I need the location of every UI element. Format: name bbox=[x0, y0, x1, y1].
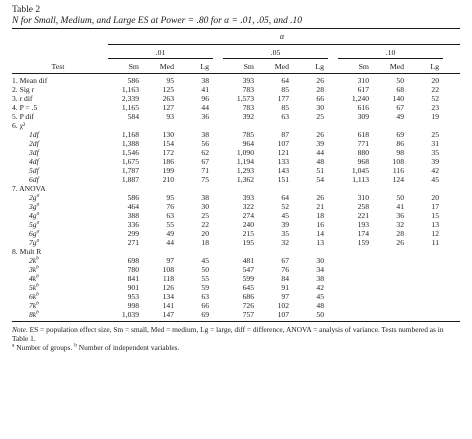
cell-sm-05: 1,194 bbox=[236, 157, 254, 166]
row-label: 1df bbox=[29, 130, 39, 139]
cell-lg-10: 15 bbox=[431, 211, 439, 220]
cell-med-01: 93 bbox=[166, 112, 174, 121]
cell-sm-10: 159 bbox=[357, 238, 369, 247]
cell-med-01: 55 bbox=[166, 220, 174, 229]
cell-med-01: 147 bbox=[162, 310, 174, 319]
cell-sm-10: 193 bbox=[357, 220, 369, 229]
cell-lg-01: 38 bbox=[201, 130, 209, 139]
cell-sm-10: 1,240 bbox=[351, 94, 369, 103]
row-label: $5k^b$ bbox=[29, 282, 39, 292]
cell-med-05: 85 bbox=[281, 85, 289, 94]
cell-med-05: 35 bbox=[281, 229, 289, 238]
cell-lg-05: 26 bbox=[316, 130, 324, 139]
cell-med-10: 140 bbox=[392, 94, 404, 103]
cell-sm-05: 1,293 bbox=[236, 166, 254, 175]
cell-med-01: 154 bbox=[162, 139, 174, 148]
cell-sm-05: 322 bbox=[242, 202, 254, 211]
cell-lg-05: 38 bbox=[316, 274, 324, 283]
note-lead: Note. bbox=[12, 325, 28, 334]
table-row bbox=[12, 94, 460, 103]
cell-sm-10: 618 bbox=[357, 130, 369, 139]
cell-med-01: 126 bbox=[162, 283, 174, 292]
cell-med-05: 107 bbox=[277, 139, 289, 148]
row-label: $2g^a$ bbox=[29, 192, 40, 202]
col-lg-01: Lg bbox=[200, 62, 209, 71]
cell-lg-01: 50 bbox=[201, 265, 209, 274]
cell-lg-05: 16 bbox=[316, 220, 324, 229]
cell-sm-05: 1,362 bbox=[236, 175, 254, 184]
cell-med-01: 95 bbox=[166, 76, 174, 85]
cell-sm-05: 240 bbox=[242, 220, 254, 229]
col-lg-10: Lg bbox=[430, 62, 439, 71]
cell-lg-05: 45 bbox=[316, 292, 324, 301]
cell-sm-05: 274 bbox=[242, 211, 254, 220]
cell-lg-10: 42 bbox=[431, 166, 439, 175]
col-med-05: Med bbox=[274, 62, 289, 71]
cell-lg-01: 59 bbox=[201, 283, 209, 292]
cell-med-10: 32 bbox=[396, 220, 404, 229]
cell-med-10: 68 bbox=[396, 85, 404, 94]
cell-med-05: 45 bbox=[281, 211, 289, 220]
cell-lg-10: 23 bbox=[431, 103, 439, 112]
cell-med-05: 151 bbox=[277, 175, 289, 184]
cell-sm-10: 771 bbox=[357, 139, 369, 148]
cell-med-05: 64 bbox=[281, 193, 289, 202]
table-row bbox=[12, 130, 460, 139]
cell-med-01: 125 bbox=[162, 85, 174, 94]
cell-med-10: 86 bbox=[396, 139, 404, 148]
col-sm-01: Sm bbox=[128, 62, 139, 71]
cell-med-01: 127 bbox=[162, 103, 174, 112]
cell-sm-01: 1,388 bbox=[121, 139, 139, 148]
cell-sm-05: 783 bbox=[242, 103, 254, 112]
table-row bbox=[12, 148, 460, 157]
cell-sm-05: 481 bbox=[242, 256, 254, 265]
cell-sm-01: 698 bbox=[127, 256, 139, 265]
footnote-b: Number of independent variables. bbox=[76, 343, 180, 352]
cell-sm-10: 880 bbox=[357, 148, 369, 157]
cell-med-05: 121 bbox=[277, 148, 289, 157]
cell-sm-01: 998 bbox=[127, 301, 139, 310]
note-text: ES = population effect size, Sm = small, Med = medium, Lg = large, diff = difference, ANOVA = analysis of variance. Tests numbered as in Table 1. bbox=[12, 325, 444, 343]
cell-lg-10: 35 bbox=[431, 148, 439, 157]
cell-lg-10: 45 bbox=[431, 175, 439, 184]
cell-lg-10: 17 bbox=[431, 202, 439, 211]
cell-med-05: 85 bbox=[281, 103, 289, 112]
cell-med-10: 36 bbox=[396, 211, 404, 220]
cell-sm-01: 1,165 bbox=[121, 103, 139, 112]
cell-sm-05: 547 bbox=[242, 265, 254, 274]
cell-med-01: 97 bbox=[166, 256, 174, 265]
cell-sm-10: 616 bbox=[357, 103, 369, 112]
cell-lg-05: 13 bbox=[316, 238, 324, 247]
col-lg-05: Lg bbox=[315, 62, 324, 71]
cell-med-10: 41 bbox=[396, 202, 404, 211]
cell-lg-10: 20 bbox=[431, 76, 439, 85]
cell-lg-01: 38 bbox=[201, 193, 209, 202]
cell-lg-10: 11 bbox=[431, 238, 439, 247]
cell-lg-05: 18 bbox=[316, 211, 324, 220]
row-label: 5. P dif bbox=[12, 112, 34, 121]
cell-med-10: 49 bbox=[396, 112, 404, 121]
cell-med-10: 124 bbox=[392, 175, 404, 184]
cell-sm-05: 393 bbox=[242, 76, 254, 85]
cell-sm-05: 1,090 bbox=[236, 148, 254, 157]
alpha-level-row bbox=[12, 45, 460, 59]
footnote-a: Number of groups. bbox=[14, 343, 73, 352]
row-label: 3. r dif bbox=[12, 94, 33, 103]
table-row bbox=[12, 103, 460, 112]
alpha-level-10: .10 bbox=[338, 48, 443, 59]
cell-med-05: 64 bbox=[281, 76, 289, 85]
cell-lg-01: 71 bbox=[201, 166, 209, 175]
table-row bbox=[12, 139, 460, 148]
cell-sm-05: 195 bbox=[242, 238, 254, 247]
test-column-header: Test bbox=[51, 62, 65, 71]
cell-sm-01: 586 bbox=[127, 76, 139, 85]
cell-med-01: 76 bbox=[166, 202, 174, 211]
cell-sm-10: 1,113 bbox=[352, 175, 369, 184]
cell-sm-10: 309 bbox=[357, 112, 369, 121]
footnote-b-mark: b bbox=[74, 342, 77, 349]
cell-lg-05: 30 bbox=[316, 256, 324, 265]
cell-lg-05: 50 bbox=[316, 310, 324, 319]
cell-lg-05: 54 bbox=[316, 175, 324, 184]
cell-med-01: 49 bbox=[166, 229, 174, 238]
cell-med-01: 263 bbox=[162, 94, 174, 103]
cell-med-05: 102 bbox=[277, 301, 289, 310]
cell-lg-05: 48 bbox=[316, 301, 324, 310]
table-note bbox=[12, 325, 460, 352]
table-row bbox=[12, 184, 460, 193]
cell-sm-05: 1,573 bbox=[236, 94, 254, 103]
row-label: $4k^b$ bbox=[29, 273, 39, 283]
cell-med-10: 28 bbox=[396, 229, 404, 238]
cell-lg-10: 52 bbox=[431, 94, 439, 103]
cell-sm-05: 645 bbox=[242, 283, 254, 292]
row-label: 1. Mean dif bbox=[12, 76, 48, 85]
cell-lg-05: 25 bbox=[316, 112, 324, 121]
cell-lg-01: 69 bbox=[201, 310, 209, 319]
cell-sm-10: 174 bbox=[357, 229, 369, 238]
cell-sm-01: 1,887 bbox=[121, 175, 139, 184]
cell-sm-01: 1,168 bbox=[121, 130, 139, 139]
cell-sm-01: 336 bbox=[127, 220, 139, 229]
cell-med-01: 210 bbox=[162, 175, 174, 184]
cell-sm-01: 1,039 bbox=[121, 310, 139, 319]
table-row bbox=[12, 202, 460, 211]
cell-lg-01: 18 bbox=[201, 238, 209, 247]
cell-med-10: 67 bbox=[396, 103, 404, 112]
row-label: 4df bbox=[29, 157, 39, 166]
alpha-level-05: .05 bbox=[223, 48, 328, 59]
cell-med-01: 134 bbox=[162, 292, 174, 301]
cell-lg-05: 14 bbox=[316, 229, 324, 238]
cell-sm-05: 785 bbox=[242, 130, 254, 139]
cell-lg-10: 19 bbox=[431, 112, 439, 121]
cell-sm-01: 780 bbox=[127, 265, 139, 274]
cell-lg-01: 30 bbox=[201, 202, 209, 211]
cell-lg-01: 20 bbox=[201, 229, 209, 238]
cell-sm-01: 271 bbox=[127, 238, 139, 247]
cell-med-10: 50 bbox=[396, 76, 404, 85]
col-sm-05: Sm bbox=[243, 62, 254, 71]
cell-sm-05: 686 bbox=[242, 292, 254, 301]
cell-sm-01: 464 bbox=[127, 202, 139, 211]
cell-med-05: 91 bbox=[281, 283, 289, 292]
cell-med-01: 108 bbox=[162, 265, 174, 274]
row-label: $2k^b$ bbox=[29, 255, 39, 265]
cell-lg-01: 75 bbox=[201, 175, 209, 184]
cell-sm-01: 953 bbox=[127, 292, 139, 301]
cell-sm-01: 584 bbox=[127, 112, 139, 121]
cell-med-01: 95 bbox=[166, 193, 174, 202]
table-row bbox=[12, 193, 460, 202]
cell-lg-05: 26 bbox=[316, 193, 324, 202]
cell-lg-05: 44 bbox=[316, 148, 324, 157]
cell-med-05: 63 bbox=[281, 112, 289, 121]
cell-lg-05: 51 bbox=[316, 166, 324, 175]
cell-lg-01: 66 bbox=[201, 301, 209, 310]
cell-sm-01: 841 bbox=[127, 274, 139, 283]
table-row bbox=[12, 121, 460, 130]
cell-sm-01: 2,339 bbox=[121, 94, 139, 103]
row-label: $6k^b$ bbox=[29, 291, 39, 301]
cell-sm-01: 1,546 bbox=[121, 148, 139, 157]
cell-sm-01: 299 bbox=[127, 229, 139, 238]
cell-med-05: 52 bbox=[281, 202, 289, 211]
table-row bbox=[12, 85, 460, 94]
table-row bbox=[12, 157, 460, 166]
cell-med-10: 98 bbox=[396, 148, 404, 157]
cell-lg-05: 66 bbox=[316, 94, 324, 103]
table-number: Table 2 bbox=[12, 5, 41, 15]
cell-lg-05: 48 bbox=[316, 157, 324, 166]
cell-lg-01: 62 bbox=[201, 148, 209, 157]
col-sm-10: Sm bbox=[358, 62, 369, 71]
cell-lg-10: 20 bbox=[431, 193, 439, 202]
row-label: 5df bbox=[29, 166, 39, 175]
cell-sm-01: 1,675 bbox=[121, 157, 139, 166]
cell-lg-10: 31 bbox=[431, 139, 439, 148]
cell-med-10: 26 bbox=[396, 238, 404, 247]
cell-sm-05: 392 bbox=[242, 112, 254, 121]
cell-sm-10: 221 bbox=[357, 211, 369, 220]
header-rule bbox=[12, 73, 460, 74]
table-row bbox=[12, 220, 460, 229]
cell-sm-01: 388 bbox=[127, 211, 139, 220]
cell-lg-05: 39 bbox=[316, 139, 324, 148]
cell-med-05: 76 bbox=[281, 265, 289, 274]
cell-med-05: 67 bbox=[281, 256, 289, 265]
cell-med-01: 186 bbox=[162, 157, 174, 166]
cell-lg-05: 30 bbox=[316, 103, 324, 112]
cell-lg-10: 22 bbox=[431, 85, 439, 94]
cell-lg-01: 41 bbox=[201, 85, 209, 94]
cell-lg-01: 67 bbox=[201, 157, 209, 166]
cell-lg-01: 55 bbox=[201, 274, 209, 283]
cell-sm-10: 310 bbox=[357, 76, 369, 85]
cell-sm-01: 586 bbox=[127, 193, 139, 202]
cell-lg-01: 38 bbox=[201, 76, 209, 85]
cell-sm-10: 258 bbox=[357, 202, 369, 211]
cell-med-01: 44 bbox=[166, 238, 174, 247]
table-row bbox=[12, 175, 460, 184]
row-label: $8k^b$ bbox=[29, 309, 39, 319]
cell-lg-05: 28 bbox=[316, 85, 324, 94]
cell-sm-10: 1,045 bbox=[351, 166, 369, 175]
row-label: $3k^b$ bbox=[29, 264, 39, 274]
cell-med-01: 172 bbox=[162, 148, 174, 157]
cell-lg-10: 39 bbox=[431, 157, 439, 166]
column-header-row bbox=[12, 59, 460, 71]
cell-med-05: 177 bbox=[277, 94, 289, 103]
table-row bbox=[12, 238, 460, 247]
cell-sm-05: 964 bbox=[242, 139, 254, 148]
cell-med-01: 199 bbox=[162, 166, 174, 175]
table-row bbox=[12, 283, 460, 292]
cell-med-05: 143 bbox=[277, 166, 289, 175]
row-label: 2. Sig r bbox=[12, 85, 35, 94]
table-row bbox=[12, 247, 460, 256]
cell-lg-05: 21 bbox=[316, 202, 324, 211]
table-row bbox=[12, 166, 460, 175]
cell-med-10: 108 bbox=[392, 157, 404, 166]
row-label: 2df bbox=[29, 139, 39, 148]
cell-med-05: 32 bbox=[281, 238, 289, 247]
row-label: $7g^a$ bbox=[29, 237, 40, 247]
row-label: 7. ANOVA bbox=[12, 184, 46, 193]
cell-sm-05: 393 bbox=[242, 193, 254, 202]
table-caption: N for Small, Medium, and Large ES at Power = .80 for α = .01, .05, and .10 bbox=[12, 16, 303, 26]
cell-med-01: 118 bbox=[162, 274, 174, 283]
footnote-a-mark: a bbox=[12, 342, 15, 349]
cell-lg-01: 96 bbox=[201, 94, 209, 103]
cell-med-10: 50 bbox=[396, 193, 404, 202]
cell-sm-01: 901 bbox=[127, 283, 139, 292]
cell-med-05: 39 bbox=[281, 220, 289, 229]
cell-med-05: 84 bbox=[281, 274, 289, 283]
cell-lg-01: 36 bbox=[201, 112, 209, 121]
table-row bbox=[12, 112, 460, 121]
col-med-01: Med bbox=[159, 62, 174, 71]
cell-med-05: 107 bbox=[277, 310, 289, 319]
cell-lg-01: 25 bbox=[201, 211, 209, 220]
cell-med-01: 63 bbox=[166, 211, 174, 220]
cell-lg-01: 63 bbox=[201, 292, 209, 301]
row-label: 6df bbox=[29, 175, 39, 184]
table-row bbox=[12, 265, 460, 274]
row-label: 8. Mult R bbox=[12, 247, 42, 256]
alpha-level-01: .01 bbox=[108, 48, 213, 59]
cell-sm-01: 1,787 bbox=[121, 166, 139, 175]
table-row bbox=[12, 229, 460, 238]
col-med-10: Med bbox=[389, 62, 404, 71]
cell-med-01: 141 bbox=[162, 301, 174, 310]
cell-lg-10: 25 bbox=[431, 130, 439, 139]
cell-sm-05: 215 bbox=[242, 229, 254, 238]
cell-lg-01: 22 bbox=[201, 220, 209, 229]
cell-med-01: 130 bbox=[162, 130, 174, 139]
cell-sm-05: 599 bbox=[242, 274, 254, 283]
row-label: $6g^a$ bbox=[29, 228, 40, 238]
alpha-header bbox=[12, 29, 460, 41]
row-label: 3df bbox=[29, 148, 39, 157]
row-label: 4. P = .5 bbox=[12, 103, 38, 112]
table-row bbox=[12, 310, 460, 319]
row-label: $3g^a$ bbox=[29, 201, 40, 211]
row-label: $4g^a$ bbox=[29, 210, 40, 220]
cell-sm-01: 1,163 bbox=[121, 85, 139, 94]
cell-lg-05: 42 bbox=[316, 283, 324, 292]
cell-lg-10: 13 bbox=[431, 220, 439, 229]
cell-lg-01: 56 bbox=[201, 139, 209, 148]
table-row bbox=[12, 211, 460, 220]
row-label: 6. χ² bbox=[12, 121, 26, 130]
cell-sm-10: 968 bbox=[357, 157, 369, 166]
cell-lg-05: 26 bbox=[316, 76, 324, 85]
table-row bbox=[12, 292, 460, 301]
cell-sm-05: 783 bbox=[242, 85, 254, 94]
bottom-rule bbox=[12, 321, 460, 322]
row-label: $5g^a$ bbox=[29, 219, 40, 229]
cell-lg-01: 44 bbox=[201, 103, 209, 112]
cell-med-05: 97 bbox=[281, 292, 289, 301]
alpha-symbol: α bbox=[279, 32, 285, 41]
cell-sm-05: 757 bbox=[242, 310, 254, 319]
cell-sm-10: 617 bbox=[357, 85, 369, 94]
cell-med-10: 116 bbox=[392, 166, 404, 175]
cell-lg-05: 34 bbox=[316, 265, 324, 274]
cell-lg-10: 12 bbox=[431, 229, 439, 238]
cell-sm-10: 310 bbox=[357, 193, 369, 202]
cell-lg-01: 45 bbox=[201, 256, 209, 265]
row-label: $7k^b$ bbox=[29, 300, 39, 310]
table-row bbox=[12, 76, 460, 85]
cell-med-05: 133 bbox=[277, 157, 289, 166]
cell-sm-05: 726 bbox=[242, 301, 254, 310]
table-row bbox=[12, 274, 460, 283]
cell-med-05: 87 bbox=[281, 130, 289, 139]
table-row bbox=[12, 301, 460, 310]
cell-med-10: 69 bbox=[396, 130, 404, 139]
table-row bbox=[12, 256, 460, 265]
table-body bbox=[12, 76, 460, 319]
